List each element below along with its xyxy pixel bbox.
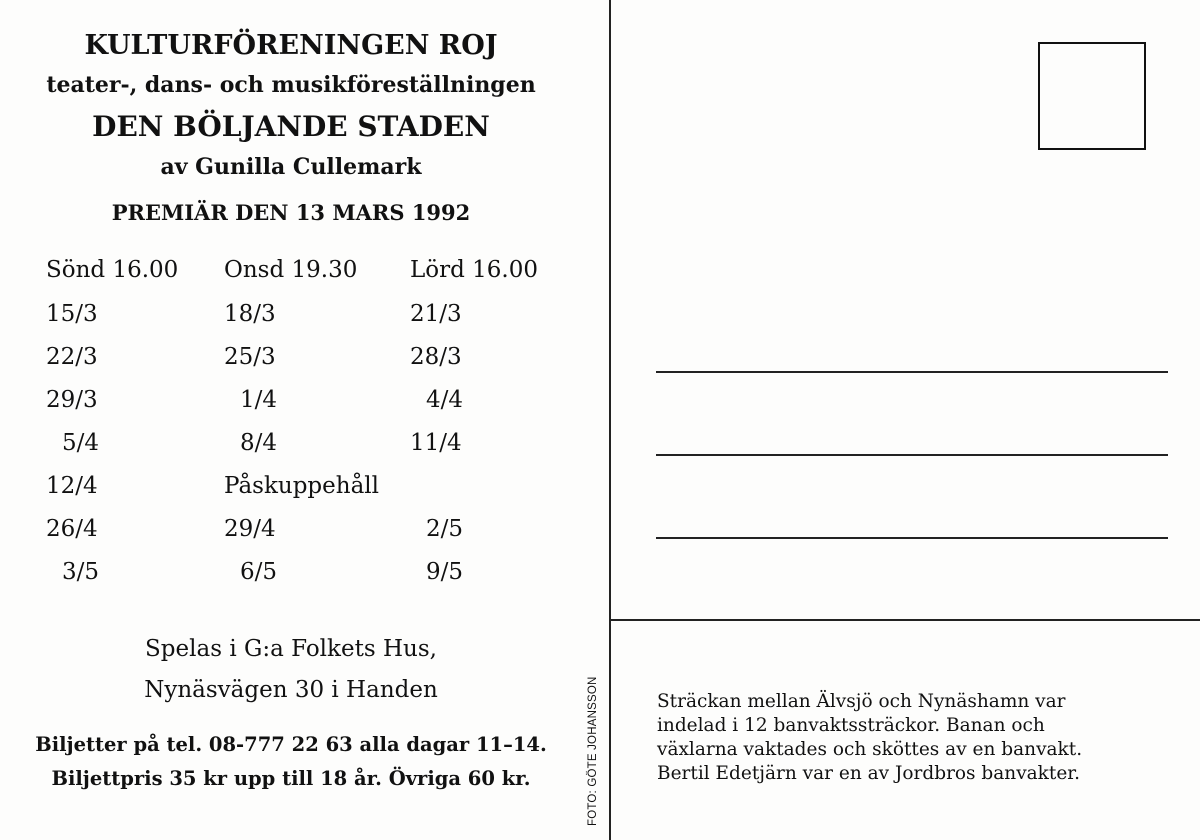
- schedule-date: 29/4: [224, 516, 276, 542]
- schedule-date: 9/5: [426, 559, 464, 585]
- caption-line: Sträckan mellan Älvsjö och Nynäshamn var: [657, 691, 1066, 712]
- schedule-row: [46, 516, 586, 546]
- address-line: [656, 371, 1168, 373]
- schedule-date: 15/3: [46, 301, 98, 327]
- schedule-date: 3/5: [62, 559, 100, 585]
- schedule-date: 2/5: [426, 516, 464, 542]
- schedule-date: 4/4: [426, 387, 464, 413]
- schedule-date: 5/4: [62, 430, 100, 456]
- schedule-row: [46, 301, 586, 331]
- schedule-row: [46, 344, 586, 374]
- schedule-date: 28/3: [410, 344, 462, 370]
- premiere-date: PREMIÄR DEN 13 MARS 1992: [111, 200, 471, 225]
- organization-title: KULTURFÖRENINGEN ROJ: [84, 30, 498, 61]
- schedule-date: 11/4: [410, 430, 462, 456]
- schedule-date: 29/3: [46, 387, 98, 413]
- schedule-row: [46, 430, 586, 460]
- horizontal-divider: [610, 619, 1200, 621]
- photo-credit: FOTO: GÖTE JOHANSSON: [587, 676, 599, 826]
- schedule-date: 1/4: [240, 387, 278, 413]
- author-line: av Gunilla Cullemark: [160, 154, 422, 180]
- production-subtitle: teater-, dans- och musikföreställningen: [46, 72, 536, 98]
- schedule-easter-break: Påskuppehåll: [224, 473, 380, 499]
- caption-line: indelad i 12 banvaktssträckor. Banan och: [657, 715, 1045, 736]
- show-title: DEN BÖLJANDE STADEN: [92, 110, 490, 143]
- caption-line: växlarna vaktades och sköttes av en banvakt.: [657, 739, 1083, 760]
- stamp-box: [1038, 42, 1146, 150]
- schedule-date: 12/4: [46, 473, 98, 499]
- schedule-header-wednesday: Onsd 19.30: [224, 257, 358, 283]
- schedule-row: [46, 387, 586, 417]
- schedule-date: 6/5: [240, 559, 278, 585]
- schedule-row: [46, 473, 586, 503]
- photo-caption: [657, 690, 1157, 786]
- ticket-info: Biljetter på tel. 08-777 22 63 alla dagar 11–14.: [35, 733, 547, 756]
- caption-line: Bertil Edetjärn var en av Jordbros banvakter.: [657, 763, 1080, 784]
- venue-line-2: Nynäsvägen 30 i Handen: [144, 677, 438, 703]
- schedule-date: 21/3: [410, 301, 462, 327]
- ticket-price: Biljettpris 35 kr upp till 18 år. Övriga 60 kr.: [51, 767, 531, 790]
- schedule-date: 26/4: [46, 516, 98, 542]
- schedule-header-sunday: Sönd 16.00: [46, 257, 179, 283]
- schedule-date: 8/4: [240, 430, 278, 456]
- schedule-date: 18/3: [224, 301, 276, 327]
- schedule-header-saturday: Lörd 16.00: [410, 257, 538, 283]
- schedule-row: [46, 559, 586, 589]
- venue-line-1: Spelas i G:a Folkets Hus,: [145, 636, 437, 662]
- vertical-divider: [609, 0, 611, 840]
- schedule-date: 25/3: [224, 344, 276, 370]
- address-line: [656, 454, 1168, 456]
- schedule-header-row: [46, 257, 586, 287]
- schedule-date: 22/3: [46, 344, 98, 370]
- address-line: [656, 537, 1168, 539]
